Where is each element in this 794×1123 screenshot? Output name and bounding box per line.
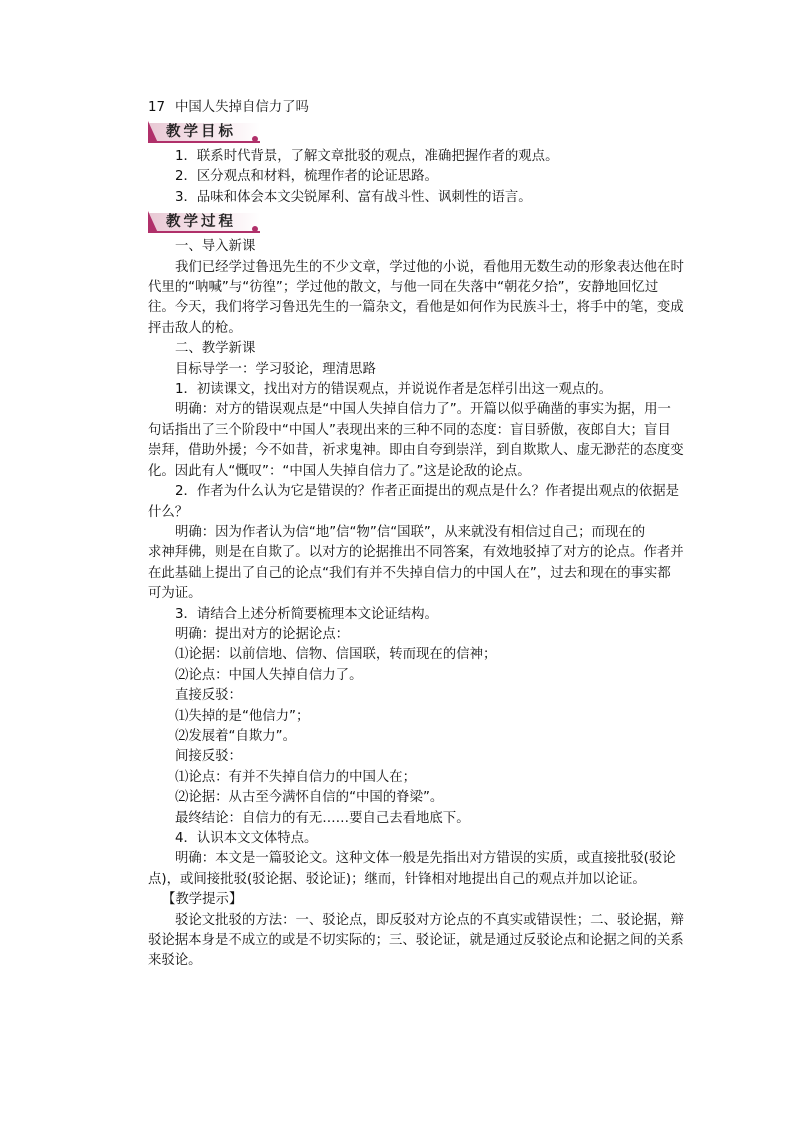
list-item: ⑵论点：中国人失掉自信力了。 bbox=[175, 667, 363, 683]
objective-item: 1．联系时代背景，了解文章批驳的观点，准确把握作者的观点。 bbox=[175, 149, 559, 164]
paragraph-line: 明确：本文是一篇驳论文。这种文体一般是先指出对方错误的实质，或直接批驳(驳论 bbox=[175, 851, 676, 867]
section-banner-process bbox=[148, 211, 260, 233]
document-page bbox=[148, 98, 684, 972]
paragraph-line: 驳论文批驳的方法：一、驳论点，即反驳对方论点的不真实或错误性；二、驳论据，辩 bbox=[175, 912, 684, 928]
banner-label: 教学目标 bbox=[166, 123, 236, 140]
paragraph-line: 来驳论。 bbox=[148, 953, 202, 969]
paragraph-line: 可为证。 bbox=[148, 586, 202, 602]
paragraph-line: 驳论据本身是不成立的或是不切实际的；三、驳论证，就是通过反驳论点和论据之间的关系 bbox=[148, 933, 684, 949]
list-item: ⑴论点：有并不失掉自信力的中国人在； bbox=[175, 769, 417, 785]
banner-flag-icon bbox=[148, 121, 158, 143]
paragraph-line: 间接反驳： bbox=[175, 749, 242, 765]
paragraph-line: 抨击敌人的枪。 bbox=[148, 320, 242, 336]
subsection-heading: 目标导学一：学习驳论，理清思路 bbox=[175, 361, 376, 377]
list-item: ⑴失掉的是“他信力”； bbox=[175, 708, 310, 724]
section-heading: 一、导入新课 bbox=[175, 239, 256, 255]
lesson-title bbox=[148, 98, 676, 118]
list-item: ⑵论据：从古至今满怀自信的“中国的脊梁”。 bbox=[175, 790, 444, 806]
section-heading: 二、教学新课 bbox=[175, 341, 256, 357]
paragraph-line: 明确：提出对方的论据论点： bbox=[175, 626, 350, 642]
paragraph-line: 往。今天，我们将学习鲁迅先生的一篇杂文，看他是如何作为民族斗士，将手中的笔，变成 bbox=[148, 300, 684, 316]
paragraph-line: 求神拜佛，则是在自欺了。以对方的论据推出不同答案，有效地驳掉了对方的论点。作者并 bbox=[148, 545, 684, 561]
paragraph-line: 代里的“呐喊”与“彷徨”；学过他的散文，与他一同在失落中“朝花夕拾”，安静地回忆过 bbox=[148, 280, 659, 296]
paragraph-line: 崇拜，借助外援；今不如昔，祈求鬼神。即由自夸到崇洋，到自欺欺人、虚无渺茫的态度变 bbox=[148, 443, 684, 459]
list-item: ⑴论据：以前信地、信物、信国联，转而现在的信神； bbox=[175, 647, 497, 663]
paragraph-line: 化。因此有人“慨叹”：“中国人失掉自信力了。”这是论敌的论点。 bbox=[148, 463, 531, 479]
lesson-title-text: 中国人失掉自信力了吗 bbox=[175, 100, 309, 115]
question-line: 3．请结合上述分析简要梳理本文论证结构。 bbox=[175, 606, 438, 622]
question-line: 4．认识本文文体特点。 bbox=[175, 831, 318, 846]
objective-item: 2．区分观点和材料，梳理作者的论证思路。 bbox=[175, 169, 438, 185]
question-line: 什么？ bbox=[148, 504, 189, 520]
question-line: 2．作者为什么认为它是错误的？作者正面提出的观点是什么？作者提出观点的依据是 bbox=[175, 484, 679, 500]
paragraph-line: 句话指出了三个阶段中“中国人”表现出来的三种不同的态度：盲目骄傲，夜郎自大；盲目 bbox=[148, 422, 671, 438]
paragraph-line: 直接反驳： bbox=[175, 688, 242, 704]
banner-label: 教学过程 bbox=[166, 213, 236, 231]
paragraph-line: 在此基础上提出了自己的论点“我们有并不失掉自信力的中国人在”，过去和现在的事实都 bbox=[148, 565, 671, 581]
objective-item: 3．品味和体会本文尖锐犀利、富有战斗性、讽刺性的语言。 bbox=[175, 189, 532, 205]
lesson-number: 17 bbox=[148, 100, 166, 115]
question-line: 1．初读课文，找出对方的错误观点，并说说作者是怎样引出这一观点的。 bbox=[175, 382, 613, 398]
banner-dot-icon bbox=[252, 136, 258, 142]
paragraph-line: 我们已经学过鲁迅先生的不少文章，学过他的小说，看他用无数生动的形象表达他在时 bbox=[175, 259, 684, 275]
paragraph-line: 明确：对方的错误观点是“中国人失掉自信力了”。开篇以似乎确凿的事实为据，用一 bbox=[175, 402, 671, 418]
teaching-tip-heading: 【教学提示】 bbox=[162, 892, 243, 908]
paragraph-line: 点)，或间接批驳(驳论据、驳论证)；继而，针锋相对地提出自己的观点并加以论证。 bbox=[148, 871, 646, 887]
banner-flag-icon bbox=[148, 211, 158, 233]
list-item: ⑵发展着“自欺力”。 bbox=[175, 728, 296, 744]
section-banner-objectives bbox=[148, 121, 260, 143]
paragraph-line: 明确：因为作者认为信“地”信“物”信“国联”，从来就没有相信过自己；而现在的 bbox=[175, 524, 646, 540]
paragraph-line: 最终结论：自信力的有无……要自己去看地底下。 bbox=[175, 810, 470, 826]
